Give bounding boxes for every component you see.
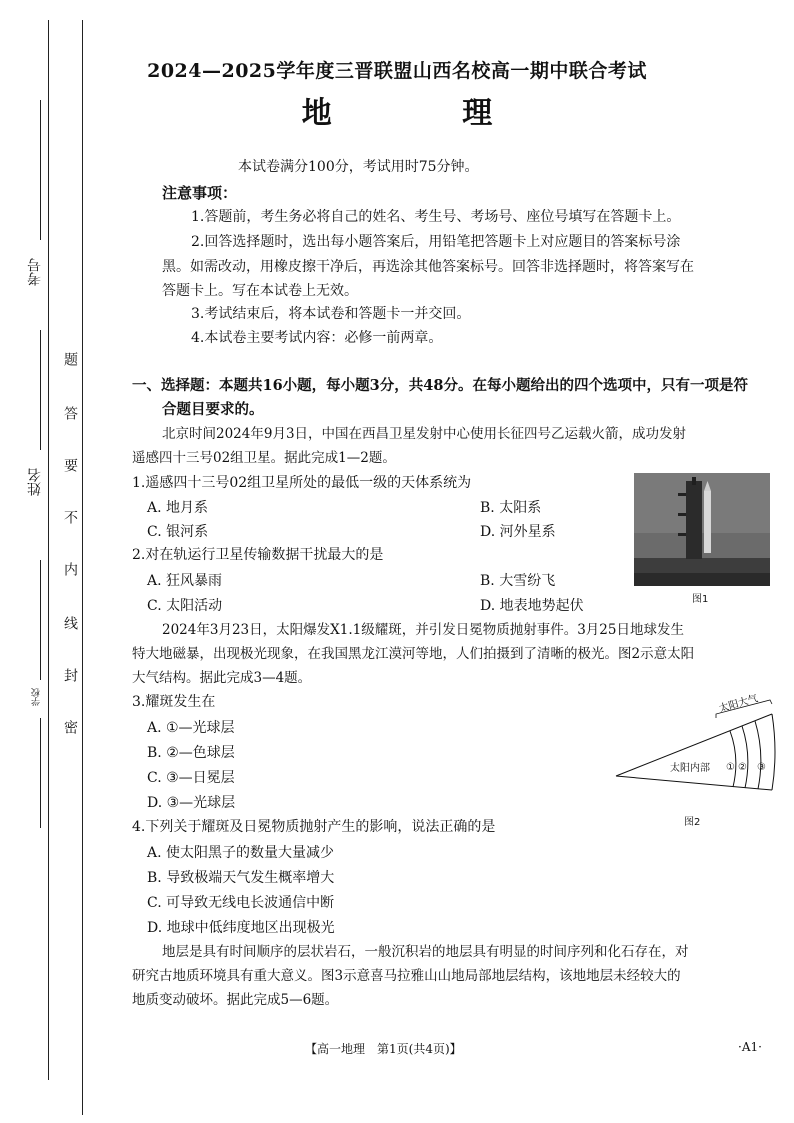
notice-item-4: 4.本试卷主要考试内容：必修一前两章。 [191,330,443,346]
figure2-caption: 图2 [684,817,701,828]
figure1-rocket-photo [634,473,770,586]
notice-item-3: 3.考试结束后，将本试卷和答题卡一并交回。 [191,306,471,322]
passage3-line3: 地质变动破坏。据此完成5—6题。 [132,992,339,1008]
figure2-label-1: ① [726,762,735,773]
exam-title: 2024—2025学年度三晋联盟山西名校高一期中联合考试 [147,60,647,82]
seal-char-5: 不 [62,510,78,524]
section1-heading-2: 合题目要求的。 [162,401,264,418]
passage1-line2: 遥感四十三号02组卫星。据此完成1—2题。 [132,450,396,466]
q3-option-c[interactable]: C. ③—日冕层 [147,770,235,786]
figure2-label-2: ② [738,762,747,773]
kaohao-label: 考号 [27,258,43,286]
q1-option-d[interactable]: D. 河外星系 [480,524,556,540]
seal-char-3: 线 [62,616,78,630]
q1-stem: 1.遥感四十三号02组卫星所处的最低一级的天体系统为 [132,475,472,491]
q4-option-b[interactable]: B. 导致极端天气发生概率增大 [147,870,335,886]
q4-option-c[interactable]: C. 可导致无线电长波通信中断 [147,895,335,911]
school-underline-2 [40,718,41,828]
seal-char-6: 要 [62,458,78,472]
school-underline [40,560,41,680]
binding-line-outer [48,20,49,1080]
figure2-solar-structure [612,692,780,802]
seal-char-7: 答 [62,406,78,420]
seal-char-4: 内 [62,562,78,576]
footer-code: ·A1· [738,1040,762,1054]
q3-stem: 3.耀斑发生在 [132,694,216,710]
notice-item-1: 1.答题前，考生务必将自己的姓名、考生号、考场号、座位号填写在答题卡上。 [191,209,681,225]
xingming-underline [40,330,41,450]
seal-char-8: 题 [62,352,78,366]
q2-option-c[interactable]: C. 太阳活动 [147,598,223,614]
seal-char-2: 封 [62,668,78,682]
notice-item-2b: 黑。如需改动，用橡皮擦干净后，再选涂其他答案标号。回答非选择题时，将答案写在 [162,259,694,275]
passage1-line1: 北京时间2024年9月3日，中国在西昌卫星发射中心使用长征四号乙运载火箭，成功发射 [162,426,687,442]
q1-option-b[interactable]: B. 太阳系 [480,500,542,516]
q1-option-c[interactable]: C. 银河系 [147,524,209,540]
passage2-line3: 大气结构。据此完成3—4题。 [132,670,312,686]
figure2-label-3: ③ [757,762,766,773]
passage2-line2: 特大地磁暴，出现极光现象，在我国黑龙江漠河等地，人们拍摄到了清晰的极光。图2示意太阳 [132,646,695,662]
q2-stem: 2.对在轨运行卫星传输数据干扰最大的是 [132,547,384,563]
binding-line-mid [82,20,83,1115]
q1-option-a[interactable]: A. 地月系 [147,500,209,516]
passage3-line1: 地层是具有时间顺序的层状岩石，一般沉积岩的地层具有明显的时间序列和化石存在，对 [162,944,689,960]
q3-option-d[interactable]: D. ③—光球层 [147,795,236,811]
q4-option-d[interactable]: D. 地球中低纬度地区出现极光 [147,920,335,936]
q4-stem: 4.下列关于耀斑及日冕物质抛射产生的影响，说法正确的是 [132,819,496,835]
notice-heading: 注意事项： [162,184,238,202]
page-footer: 【高一地理 第1页(共4页)】 [305,1042,462,1056]
notice-item-2c: 答题卡上。写在本试卷上无效。 [162,283,358,299]
passage2-line1: 2024年3月23日，太阳爆发X1.1级耀斑，并引发日冕物质抛射事件。3月25日地球发生 [162,622,684,638]
q4-option-a[interactable]: A. 使太阳黑子的数量大量减少 [147,845,335,861]
q2-option-a[interactable]: A. 狂风暴雨 [147,573,223,589]
school-label: 学校 [32,688,42,706]
subject-title: 地 理 [301,96,553,131]
seal-char-1: 密 [62,720,78,734]
section1-heading: 一、选择题：本题共16小题，每小题3分，共48分。在每小题给出的四个选项中，只有一项是符 [132,377,748,394]
figure1-caption: 图1 [692,594,709,605]
xingming-label: 姓名 [27,468,43,496]
figure2-atmosphere-label: 太阳大气 [717,693,760,715]
notice-item-2: 2.回答选择题时，选出每小题答案后，用铅笔把答题卡上对应题目的答案标号涂 [191,234,681,250]
passage3-line2: 研究古地质环境具有重大意义。图3示意喜马拉雅山山地局部地层结构，该地地层未经较大的 [132,968,681,984]
q2-option-b[interactable]: B. 大雪纷飞 [480,573,556,589]
exam-intro: 本试卷满分100分，考试用时75分钟。 [238,159,479,175]
q3-option-a[interactable]: A. ①—光球层 [147,720,235,736]
figure2-interior-label: 太阳内部 [670,763,710,774]
q3-option-b[interactable]: B. ②—色球层 [147,745,235,761]
q2-option-d[interactable]: D. 地表地势起伏 [480,598,584,614]
